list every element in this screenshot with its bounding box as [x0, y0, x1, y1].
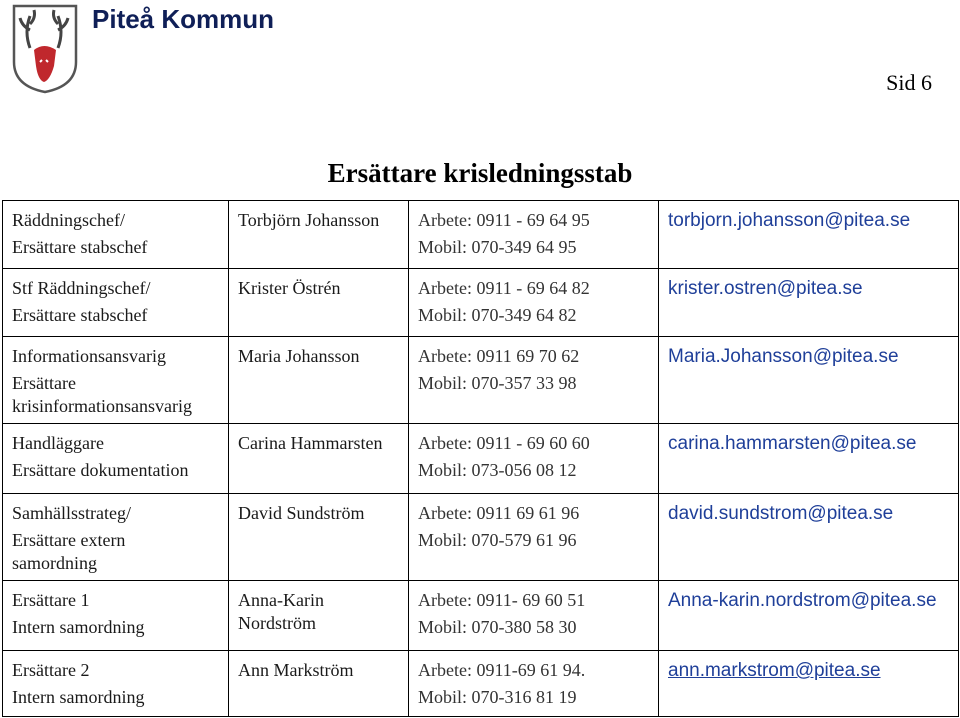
mobile-phone: Mobil: 070-579 61 96 [418, 530, 577, 550]
role-cell [3, 581, 229, 651]
mobile-phone: Mobil: 070-349 64 82 [418, 305, 577, 325]
table-row [3, 201, 959, 269]
phone-cell [409, 651, 659, 717]
role-cell [3, 494, 229, 581]
table-row [3, 269, 959, 337]
page-number: Sid 6 [886, 70, 932, 95]
mobile-phone: Mobil: 070-380 58 30 [418, 617, 577, 637]
work-phone: Arbete: 0911-69 61 94. [418, 660, 586, 680]
role-line: Informationsansvarig [12, 346, 166, 366]
role-line: Ersättare stabschef [12, 305, 148, 325]
work-phone: Arbete: 0911- 69 60 51 [418, 590, 586, 610]
role-cell [3, 424, 229, 494]
role-cell [3, 651, 229, 717]
table-row [3, 424, 959, 494]
email-link[interactable]: Maria.Johansson@pitea.se [668, 346, 899, 367]
table-row [3, 651, 959, 717]
name-cell: David Sundström [229, 494, 409, 581]
work-phone: Arbete: 0911 - 69 64 95 [418, 210, 590, 230]
role-line: Ersättare 2 [12, 660, 90, 680]
name-cell: Anna-Karin Nordström [229, 581, 409, 651]
role-cell [3, 337, 229, 424]
role-line: Ersättare stabschef [12, 237, 148, 257]
email-cell [659, 581, 959, 651]
mobile-phone: Mobil: 070-316 81 19 [418, 687, 577, 707]
role-line: Handläggare [12, 433, 104, 453]
phone-cell [409, 201, 659, 269]
email-link[interactable]: ann.markstrom@pitea.se [668, 660, 881, 681]
phone-cell [409, 494, 659, 581]
email-cell [659, 424, 959, 494]
mobile-phone: Mobil: 073-056 08 12 [418, 460, 577, 480]
email-link[interactable]: krister.ostren@pitea.se [668, 278, 863, 299]
table-row [3, 494, 959, 581]
role-cell [3, 201, 229, 269]
name-cell: Ann Markström [229, 651, 409, 717]
role-line: Ersättare extern [12, 530, 126, 550]
email-cell [659, 201, 959, 269]
mobile-phone: Mobil: 070-349 64 95 [418, 237, 577, 257]
role-line: samordning [12, 553, 97, 573]
phone-cell [409, 337, 659, 424]
email-link[interactable]: Anna-karin.nordstrom@pitea.se [668, 590, 937, 611]
table-row [3, 337, 959, 424]
municipality-crest-icon [10, 2, 80, 94]
role-line: krisinformationsansvarig [12, 396, 192, 416]
role-line: Ersättare dokumentation [12, 460, 189, 480]
mobile-phone: Mobil: 070-357 33 98 [418, 373, 577, 393]
email-link[interactable]: david.sundstrom@pitea.se [668, 503, 894, 524]
role-cell [3, 269, 229, 337]
role-line: Samhällsstrateg/ [12, 503, 131, 523]
work-phone: Arbete: 0911 - 69 64 82 [418, 278, 590, 298]
name-cell: Carina Hammarsten [229, 424, 409, 494]
role-line: Intern samordning [12, 617, 145, 637]
email-link[interactable]: carina.hammarsten@pitea.se [668, 433, 917, 454]
email-cell [659, 651, 959, 717]
name-cell: Maria Johansson [229, 337, 409, 424]
work-phone: Arbete: 0911 69 61 96 [418, 503, 580, 523]
email-link[interactable]: torbjorn.johansson@pitea.se [668, 210, 911, 231]
phone-cell [409, 424, 659, 494]
role-line: Räddningschef/ [12, 210, 125, 230]
email-cell [659, 269, 959, 337]
email-cell [659, 494, 959, 581]
brand-name: Piteå Kommun [92, 4, 275, 34]
phone-cell [409, 581, 659, 651]
name-cell: Krister Östrén [229, 269, 409, 337]
role-line: Stf Räddningschef/ [12, 278, 151, 298]
name-cell: Torbjörn Johansson [229, 201, 409, 269]
work-phone: Arbete: 0911 69 70 62 [418, 346, 580, 366]
contact-table [2, 200, 959, 717]
role-line: Intern samordning [12, 687, 145, 707]
email-cell [659, 337, 959, 424]
role-line: Ersättare 1 [12, 590, 90, 610]
work-phone: Arbete: 0911 - 69 60 60 [418, 433, 590, 453]
role-line: Ersättare [12, 373, 76, 393]
table-row [3, 581, 959, 651]
phone-cell [409, 269, 659, 337]
document-title: Ersättare krisledningsstab [327, 158, 633, 188]
